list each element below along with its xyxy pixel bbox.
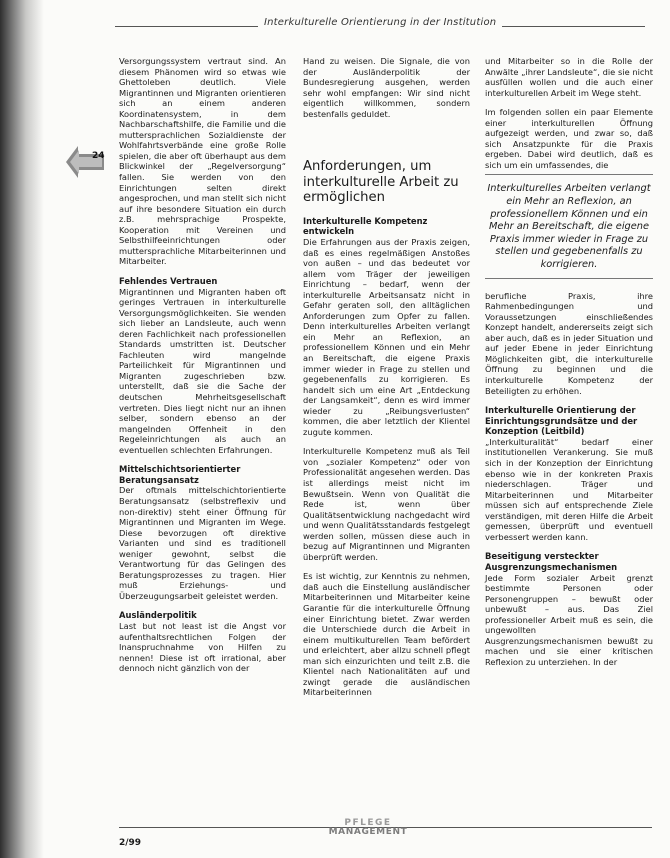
subheading-auslaenderpolitik: Ausländerpolitik bbox=[119, 610, 197, 621]
subheading-leitbild: Interkulturelle Orientierung der Einrichtungsgrundsätze und der Konzeption (Leitbild) bbox=[485, 405, 638, 437]
logo-line-1: PFLEGE bbox=[344, 818, 392, 828]
subheading-beratungsansatz: Mittelschichtsorientierter Beratungsansatz bbox=[119, 464, 241, 485]
paragraph: „Interkulturalität“ bedarf einer institutionellen Verankerung. Sie muß sich in der Konzeption der Einrichtung ebenso wie in der konkreten Praxis niederschlagen. Träger und Mitarbeiterinnen und Mitarbeiter müssen sich auf entsprechende Ziele verständigen, mit deren Hilfe die Arbeit gemessen, überprüft und eventuell verbessert werden kann. bbox=[485, 436, 653, 542]
pullquote-rule-top bbox=[485, 174, 653, 175]
page-marker-arrow-icon bbox=[64, 140, 108, 184]
paragraph: und Mitarbeiter so in die Rolle der Anwälte „ihrer Landsleute“, die sie nicht ausfüllen wollen und die auch einer interkulturellen Arbeit im Wege steht. bbox=[485, 56, 653, 98]
paragraph: berufliche Praxis, ihre Rahmenbedingungen und Voraussetzungen einschließendes Konzept handelt, andererseits zeigt sich aber auch, daß es in jeder Situation und auf jeder Ebene in jeder Einrichtung Möglichkeiten gibt, die interkulturelle Öffnung zu beginnen und die interkulturelle Kompetenz der Beteiligten zu erhöhen. bbox=[485, 290, 653, 396]
running-head: Interkulturelle Orientierung in der Institution bbox=[258, 17, 502, 28]
issue-number: 2/99 bbox=[119, 838, 142, 848]
paragraph: Last but not least ist die Angst vor aufenthaltsrechtlichen Folgen der Inanspruchnahme von Hilfen zu nennen! Diese ist oft irrational, aber dennoch nicht gänzlich von der bbox=[119, 621, 286, 674]
column-1 bbox=[119, 56, 286, 683]
margin-page-number: 24 bbox=[92, 151, 105, 161]
subheading-fehlendes-vertrauen: Fehlendes Vertrauen bbox=[119, 275, 218, 286]
column-2 bbox=[303, 56, 470, 707]
paragraph: Jede Form sozialer Arbeit grenzt bestimmte Personen oder Personengruppen – bewußt oder unbewußt – aus. Das Ziel professioneller Arbeit muß es sein, die ungewollten Ausgrenzungsmechanismen bewußt zu machen und sie einer kritischen Reflexion zu unterziehen. In der bbox=[485, 572, 653, 667]
paragraph: Migrantinnen und Migranten haben oft geringes Vertrauen in interkulturelle Versorgungsmöglichkeiten. Sie wenden sich lieber an Landsleute, auch wenn deren Fachlichkeit nach professionellen Standards umstritten ist. Deutscher Fachleuten wird mangelnde Parteilichkeit für Migrantinnen und Migranten zugeschrieben bzw. unterstellt, daß sie die Sache der deutschen Mehrheitsgesellschaft vertreten. Dies liegt nicht nur an ihnen selber, sondern ebenso an der mangelnden Offenheit in den Regeleinrichtungen als auch an eventuellen schlechten Erfahrungen. bbox=[119, 286, 286, 455]
scan-binding-shadow bbox=[0, 0, 44, 858]
subheading-ausgrenzung: Beseitigung versteckter Ausgrenzungsmechanismen bbox=[485, 551, 618, 572]
paragraph: Interkulturelle Kompetenz muß als Teil von „sozialer Kompetenz“ oder von Professionalität angesehen werden. Das ist allerdings meist nicht im Bewußtsein. Wenn von Qualität die Rede ist, wenn über Qualitätsentwicklung nachgedacht wird und wenn Qualitätsstandards festgelegt werden sollen, müssen diese auch in bezug auf Migrantinnen und Migranten überprüft werden. bbox=[303, 446, 470, 562]
pullquote: Interkulturelles Arbeiten verlangt ein Mehr an Reflexion, an professionellem Können und ein Mehr an Bereitschaft, die eigene Praxis immer wieder in Frage zu stellen und gegebenenfalls zu korrigieren. bbox=[485, 183, 653, 278]
logo-line-2: MANAGEMENT bbox=[328, 827, 408, 837]
magazine-logo bbox=[327, 819, 409, 837]
subheading-kompetenz: Interkulturelle Kompetenz entwickeln bbox=[303, 215, 428, 237]
paragraph: Es ist wichtig, zur Kenntnis zu nehmen, daß auch die Einstellung ausländischer Mitarbeiterinnen und Mitarbeiter keine Garantie für die interkulturelle Öffnung einer Einrichtung bietet. Zwar werden die Unterschiede durch die Arbeit in einem multikulturellen Team befördert und erleichtert, aber allzu schnell pflegt man sich einzurichten und teilt z.B. die Klientel nach Nationalitäten auf und zwingt gerade die ausländischen Mitarbeiterinnen bbox=[303, 571, 470, 698]
paragraph: Hand zu weisen. Die Signale, die von der Ausländerpolitik der Bundesregierung ausgehen, werden sehr wohl empfangen: Wir sind nicht eigentlich willkommen, sondern bestenfalls geduldet. bbox=[303, 56, 470, 119]
column-3 bbox=[485, 56, 653, 676]
paragraph: Die Erfahrungen aus der Praxis zeigen, daß es eines regelmäßigen Anstoßes von außen – und das bedeutet vor allem vom Träger der jeweiligen Einrichtung – bedarf, wenn der interkulturelle Arbeitsansatz nicht in Gefahr geraten soll, den alltäglichen Anforderungen zum Opfer zu fallen. Denn interkulturelles Arbeiten verlangt ein Mehr an Reflexion, an professionellem Können und ein Mehr an Bereitschaft, die eigene Praxis immer wieder in Frage zu stellen und gegebenenfalls zu korrigieren. Es handelt sich um eine Art „Entdeckung der Langsamkeit“, denn es wird immer wieder zu „Reibungsverlusten“ kommen, die aber letztlich der Klientel zugute kommen. bbox=[303, 236, 470, 437]
paragraph: Der oftmals mittelschichtorientierte Beratungsansatz (selbstreflexiv und non-direktiv) steht einer Öffnung für Migrantinnen und Migranten im Wege. Diese bevorzugen oft direktive Varianten und sind es traditionell weniger gewohnt, selbst die Verantwortung für das Gelingen des Beratungsprozesses zu tragen. Hier muß Erziehungs- und Überzeugungsarbeit geleistet werden. bbox=[119, 485, 286, 601]
paragraph: Im folgenden sollen ein paar Elemente einer interkulturellen Öffnung aufgezeigt werden, und zwar so, daß sich Ansatzpunkte für die Praxis ergeben. Dabei wird deutlich, daß es sich um ein umfassendes, die bbox=[485, 107, 653, 170]
paragraph: Versorgungssystem vertraut sind. An diesem Phänomen wird so etwas wie Ghettoleben deutlich. Viele Migrantinnen und Migranten orientieren sich an einem anderen Koordinatensystem, in dem Nachbarschaftshilfe, die Familie und die muttersprachlichen Sozialdienste der Wohlfahrtsverbände eine große Rolle spielen, die aber oft überhaupt aus dem Blickwinkel der „Regelversorgung“ fallen. Sie werden von den Einrichtungen selten direkt angesprochen, und man stellt sich nicht auf ihre besondere Situation ein durch z.B. mehrsprachige Prospekte, Kooperation mit Vereinen und Selbsthilfeeinrichtungen oder muttersprachliche Mitarbeiterinnen und Mitarbeiter. bbox=[119, 56, 286, 267]
section-heading: Anforderungen, um interkulturelle Arbeit zu ermöglichen bbox=[303, 159, 459, 206]
